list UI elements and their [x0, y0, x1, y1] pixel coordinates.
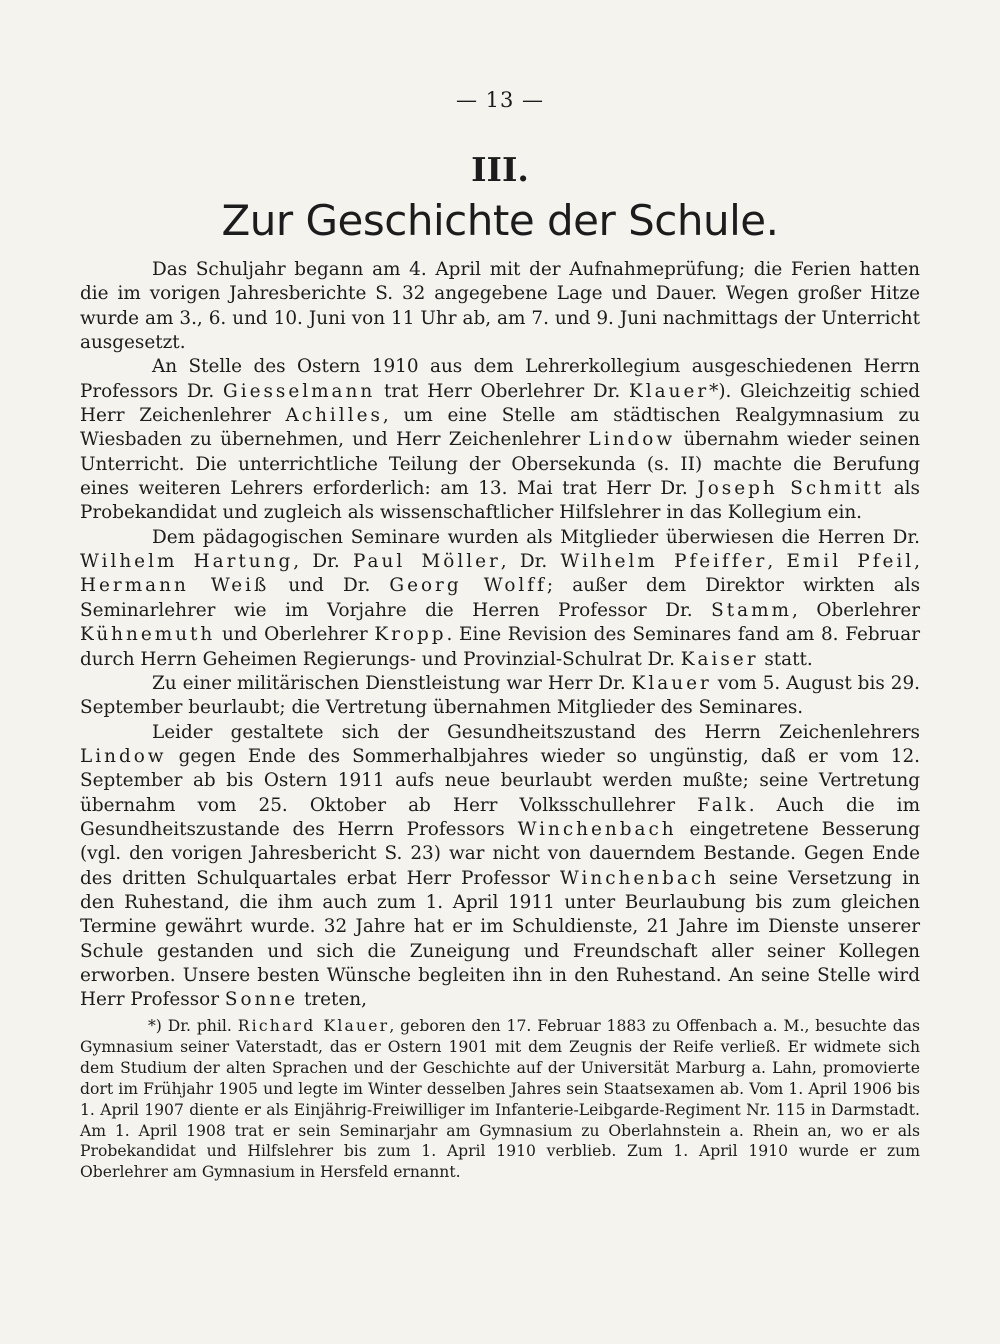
- text-run: übernahm wieder seinen Unterricht. Die unterrichtliche Teilung der Obersekunda (s. II) machte die Berufung eines weiteren Lehrers erforderlich: am 13. Mai trat Herr Dr.: [80, 429, 920, 500]
- paragraph: [80, 355, 920, 525]
- text-run: vom 5. August bis 29. September beurlaubt; die Vertretung übernahmen Mitglieder des Seminares.: [80, 672, 921, 719]
- text-run: , um eine Stelle am städtischen Realgymnasium zu Wiesbaden zu übernehmen, und Herr Zeichenlehrer: [80, 405, 920, 451]
- text-run: trat Herr Oberlehrer Dr.: [375, 380, 630, 402]
- text-run: eingetretene Besserung (vgl. den vorigen Jahresbericht S. 23) war nicht von dauerndem Bestande. Gegen Ende des dritten Schulquartales erbat Herr Professor: [80, 818, 921, 889]
- text-run: Zu einer militärischen Dienstleistung war Herr Dr.: [152, 672, 632, 694]
- name-spaced: Wilhelm Pfeiffer: [560, 551, 768, 573]
- name-spaced: Paul Möller: [352, 551, 501, 573]
- name-spaced: Georg Wolff: [389, 575, 547, 597]
- page-number: — 13 —: [455, 88, 545, 112]
- section-title: Zur Geschichte der Schule.: [221, 196, 779, 245]
- paragraph: [80, 721, 920, 1013]
- name-spaced: Kühnemuth: [80, 624, 216, 646]
- text-run: , Dr.: [500, 551, 561, 573]
- name-spaced: Richard Klauer: [237, 1017, 390, 1035]
- paragraph: [80, 526, 920, 672]
- text-run: treten,: [298, 989, 368, 1011]
- text-run: An Stelle des Ostern 1910 aus dem Lehrerkollegium ausgeschiedenen Herrn Professors Dr.: [80, 356, 920, 402]
- paragraph: [80, 672, 920, 721]
- section-numeral: III.: [471, 150, 529, 189]
- text-run: Dem pädagogischen Seminare wurden als Mitglieder überwiesen die Herren Dr.: [152, 526, 920, 548]
- footnote-text: [80, 1016, 920, 1183]
- name-spaced: Klauer: [629, 380, 710, 402]
- name-spaced: Winchenbach: [559, 867, 719, 889]
- name-spaced: Lindow: [80, 745, 167, 767]
- name-spaced: Winchenbach: [517, 818, 677, 840]
- paragraph: [80, 258, 920, 355]
- text-run: ,: [914, 551, 921, 573]
- text-run: seine Versetzung in den Ruhestand, die ihm auch zum 1. April 1911 unter Beurlaubung bis zum gleichen Termine gewährt wurde. 32 Jahre hat er im Schuldienste, 21 Jahre im Dienste unserer Schule gestanden und sich die Zuneigung und Freundschaft aller seiner Kollegen erworben. Unsere besten Wünsche begleiten ihn in den Ruhestand. An seine Stelle wird Herr Professor: [80, 867, 920, 1011]
- name-spaced: Sonne: [224, 989, 299, 1011]
- name-spaced: Hermann Weiß: [80, 575, 270, 597]
- name-spaced: Emil Pfeil: [786, 551, 915, 573]
- name-spaced: Kaiser: [680, 648, 759, 670]
- name-spaced: Lindow: [588, 429, 676, 451]
- text-run: und Dr.: [269, 575, 390, 597]
- document-page: [80, 0, 920, 1344]
- text-run: . Auch die im Gesundheitszustande des Herrn Professors: [80, 794, 921, 840]
- text-run: statt.: [758, 648, 813, 670]
- body-text: [80, 258, 920, 1013]
- name-spaced: Stamm: [711, 599, 792, 621]
- name-spaced: Klauer: [631, 672, 712, 694]
- name-spaced: Achilles: [285, 405, 383, 427]
- text-run: *). Gleichzeitig schied Herr Zeichenlehrer: [80, 380, 920, 427]
- text-run: , Dr.: [293, 551, 353, 573]
- text-run: , geboren den 17. Februar 1883 zu Offenbach a. M., besuchte das Gymnasium seiner Vaterstadt, das er Ostern 1901 mit dem Zeugnis der Reife verließ. Er widmete sich dem Studium der alten Sprachen und der Geschichte auf der Universität Marburg a. Lahn, promovierte dort im Frühjahr 1905 und legte im Winter desselben Jahres sein Staatsexamen ab. Vom 1. April 1906 bis 1. April 1907 diente er als Einjährig-Freiwilliger im Infanterie-Leibgarde-Regiment Nr. 115 in Darmstadt. Am 1. April 1908 trat er sein Seminarjahr am Gymnasium zu Oberlahnstein a. Rhein an, wo er als Probekandidat und Hilfslehrer bis zum 1. April 1910 verblieb. Zum 1. April 1910 wurde er zum Oberlehrer am Gymnasium in Hersfeld ernannt.: [80, 1017, 920, 1182]
- text-run: Leider gestaltete sich der Gesundheitszustand des Herrn Zeichenlehrers: [152, 721, 920, 743]
- name-spaced: Giesselmann: [223, 380, 376, 402]
- name-spaced: Falk: [697, 794, 749, 816]
- footnote: [80, 1016, 920, 1183]
- text-run: ; außer dem Direktor wirkten als Seminarlehrer wie im Vorjahre die Herren Professor Dr.: [80, 575, 921, 621]
- text-run: und Oberlehrer: [215, 624, 375, 646]
- name-spaced: Joseph Schmitt: [697, 478, 885, 500]
- name-spaced: Kropp: [374, 624, 447, 646]
- text-run: gegen Ende des Sommerhalbjahres wieder so ungünstig, daß er vom 12. September ab bis Ostern 1911 aufs neue beurlaubt werden mußte; seine Vertretung übernahm vom 25. Oktober ab Herr Volksschullehrer: [80, 745, 920, 816]
- text-run: , Oberlehrer: [792, 599, 920, 621]
- text-run: *) Dr. phil.: [148, 1017, 238, 1035]
- text-run: ,: [767, 551, 787, 573]
- text-run: Das Schuljahr begann am 4. April mit der Aufnahmeprüfung; die Ferien hatten die im vorigen Jahresberichte S. 32 angegebene Lage und Dauer. Wegen großer Hitze wurde am 3., 6. und 10. Juni von 11 Uhr ab, am 7. und 9. Juni nachmittags der Unterricht ausgesetzt.: [80, 259, 920, 354]
- name-spaced: Wilhelm Hartung: [80, 551, 294, 573]
- text-run: . Eine Revision des Seminares fand am 8. Februar durch Herrn Geheimen Regierungs- und Provinzial-Schulrat Dr.: [80, 624, 920, 670]
- text-run: als Probekandidat und zugleich als wissenschaftlicher Hilfslehrer in das Kollegium ein.: [80, 478, 920, 524]
